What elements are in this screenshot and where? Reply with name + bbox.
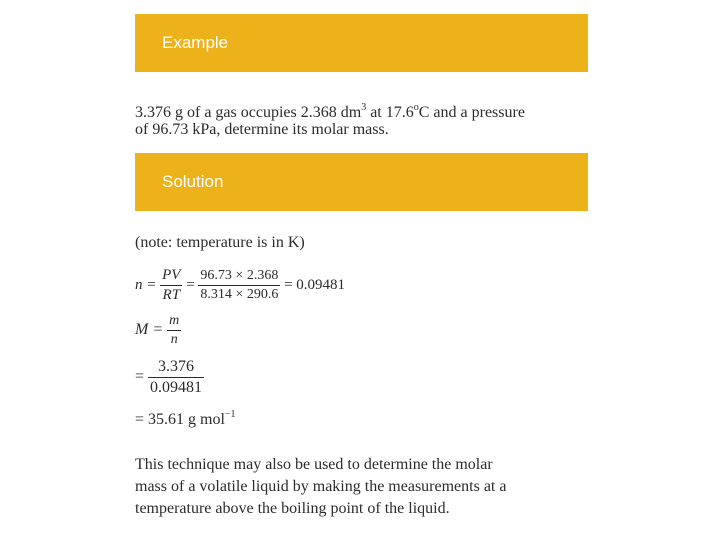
eq1-frac1-den: RT — [162, 287, 181, 303]
solution-banner — [135, 153, 588, 211]
eq1-frac2-num: 96.73 × 2.368 — [198, 268, 280, 286]
paragraph-line-3: temperature above the boiling point of the liquid. — [135, 500, 450, 517]
eq4-sup: −1 — [224, 409, 236, 420]
eq3-lhs: = — [135, 368, 145, 386]
eq3-fraction — [148, 358, 204, 397]
equation-molar-mass — [135, 313, 181, 348]
eq3-num: 3.376 — [148, 358, 204, 378]
problem-text-a: 3.376 g of a gas occupies 2.368 dm — [135, 104, 362, 121]
solution-heading: Solution — [162, 172, 224, 191]
paragraph-line-2: mass of a volatile liquid by making the measurements at a — [135, 478, 507, 495]
eq3-den: 0.09481 — [150, 379, 203, 396]
eq1-frac1-num: PV — [160, 267, 182, 286]
equation-moles — [135, 267, 345, 304]
eq2-num: m — [167, 313, 181, 331]
example-banner — [135, 14, 588, 72]
problem-sup-2: o — [413, 102, 419, 113]
eq2-den: n — [170, 332, 178, 347]
eq1-result: = 0.09481 — [284, 276, 346, 293]
problem-text-b: at 17.6 — [366, 104, 414, 121]
equation-substitution — [135, 358, 204, 397]
solution-note: (note: temperature is in K) — [135, 234, 305, 251]
eq1-fraction-pv-rt — [160, 267, 182, 304]
example-heading: Example — [162, 33, 229, 52]
eq2-fraction — [167, 313, 181, 348]
problem-sup-1: 3 — [361, 102, 367, 113]
paragraph-line-1: This technique may also be used to determine the molar — [135, 456, 493, 473]
eq4-text: = 35.61 g mol — [135, 411, 225, 428]
problem-line-2: of 96.73 kPa, determine its molar mass. — [135, 121, 389, 138]
eq2-lhs: M = — [135, 321, 164, 339]
equation-result — [135, 409, 236, 429]
eq1-frac2-den: 8.314 × 290.6 — [200, 287, 279, 302]
eq1-eq-sign: = — [186, 276, 195, 293]
eq1-fraction-values — [198, 268, 280, 303]
problem-text-c: C and a pressure — [418, 104, 525, 121]
eq1-lhs: n = — [135, 276, 157, 293]
